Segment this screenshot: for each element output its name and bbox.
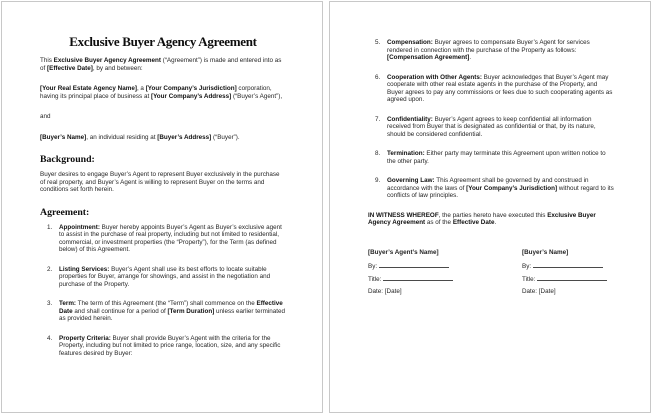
- signature-date: Date: [Date]: [522, 287, 556, 295]
- page-1: [1, 1, 323, 413]
- signature-by-row: [522, 262, 614, 270]
- list-number: 5.: [375, 39, 381, 46]
- agreement-list-page-1: [40, 224, 286, 358]
- signatory-name-agent: [Buyer’s Agent’s Name]: [368, 248, 439, 256]
- list-item-property-criteria: [40, 335, 286, 358]
- list-number: 3.: [47, 300, 53, 307]
- list-item-confidentiality: [368, 116, 614, 139]
- list-number: 9.: [375, 177, 381, 184]
- page-2: [329, 1, 651, 413]
- signature-by-row: [368, 262, 522, 270]
- signature-date: Date: [Date]: [368, 287, 402, 295]
- agreement-list-page-2: [368, 39, 614, 200]
- document-title: Exclusive Buyer Agency Agreement: [69, 34, 257, 49]
- by-label: By:: [368, 262, 378, 270]
- background-paragraph: Buyer desires to engage Buyer’s Agent to represent Buyer exclusively in the purchase of real property, and Buyer’s Agent is willing to represent Buyer on the terms and conditions set forth herein.: [40, 171, 280, 193]
- signatory-name-buyer: [Buyer’s Name]: [522, 248, 569, 256]
- signature-section: [368, 249, 614, 296]
- section-heading-background: Background:: [40, 154, 95, 165]
- list-item-text: Cooperation with Other Agents: Buyer acknowledges that Buyer’s Agent may cooperate with other real estate agents in the purchase of the Property, and Buyer agrees to pay any commissions or fees due to such cooperating agents as agreed upon.: [387, 73, 613, 103]
- list-item-governing-law: [368, 177, 614, 200]
- list-item-text: Governing Law: This Agreement shall be governed by and construed in accordance with the laws of [Your Company’s Jurisdiction] without regard to its conflicts of law principles.: [387, 177, 614, 199]
- list-number: 4.: [47, 334, 53, 342]
- title-label: Title:: [368, 275, 382, 283]
- list-item-cooperation: [368, 74, 614, 104]
- list-item-text: Appointment: Buyer hereby appoints Buyer’s Agent as Buyer’s exclusive agent to assist in the purchase of real property, including but not limited to residential, commercial, or investment properties (the “Property”), for the Term (as defined below) of this Agreement.: [59, 223, 282, 253]
- list-number: 6.: [375, 73, 381, 81]
- signature-block-agent: [368, 249, 522, 296]
- list-item-compensation: [368, 39, 614, 62]
- list-item-text: Term: The term of this Agreement (the “Term”) shall commence on the Effective Date and shall continue for a period of [Term Duration] unless earlier terminated as provided herein.: [59, 300, 285, 322]
- list-number: 1.: [47, 223, 53, 231]
- section-heading-agreement: Agreement:: [40, 206, 90, 218]
- list-number: 7.: [375, 115, 381, 123]
- intro-paragraph-1: This Exclusive Buyer Agency Agreement (“Agreement”) is made and entered into as of [Effective Date], by and between:: [40, 57, 282, 72]
- list-number: 8.: [375, 150, 381, 157]
- title-label: Title:: [522, 275, 536, 283]
- list-item-term: [40, 300, 286, 323]
- list-number: 2.: [47, 265, 53, 273]
- intro-paragraph-2: [Your Real Estate Agency Name], a [Your Company’s Jurisdiction] corporation, having its principal place of business at [Your Company’s Address] (“Buyer’s Agent”),: [40, 85, 283, 100]
- list-item-text: Confidentiality: Buyer’s Agent agrees to keep confidential all information received from Buyer that is designated as confidential or that, by its nature, should be considered confidential.: [387, 115, 596, 138]
- list-item-text: Property Criteria: Buyer shall provide Buyer’s Agent with the criteria for the Property, including but not limited to price range, location, size, and any specific features desired by Buyer:: [59, 334, 281, 357]
- list-item-text: Listing Services: Buyer’s Agent shall use its best efforts to locate suitable properties for Buyer, arrange for showings, and assist in the negotiation and purchase of the Property.: [59, 265, 271, 288]
- witness-paragraph: IN WITNESS WHEREOF, the parties hereto have executed this Exclusive Buyer Agency Agreement as of the Effective Date.: [368, 211, 596, 226]
- list-item-listing-services: [40, 266, 286, 289]
- page-2-content: [330, 2, 650, 412]
- signature-title-row: [368, 275, 522, 283]
- signature-line: [533, 262, 603, 268]
- signature-block-buyer: [522, 249, 614, 296]
- list-item-termination: [368, 150, 614, 165]
- signature-title-row: [522, 275, 614, 283]
- by-label: By:: [522, 262, 532, 270]
- list-item-text: Compensation: Buyer agrees to compensate Buyer’s Agent for services rendered in connection with the purchase of the Property as follows: [Compensation Agreement].: [387, 39, 590, 61]
- page-1-content: [2, 2, 322, 412]
- list-item-text: Termination: Either party may terminate this Agreement upon written notice to the other party.: [387, 150, 606, 165]
- intro-paragraph-buyer: [Buyer’s Name], an individual residing at [Buyer’s Address] (“Buyer”).: [40, 133, 240, 141]
- signature-line: [537, 275, 607, 281]
- signature-line: [379, 262, 449, 268]
- intro-paragraph-and: and: [40, 113, 51, 120]
- signature-line: [383, 275, 453, 281]
- list-item-appointment: [40, 224, 286, 254]
